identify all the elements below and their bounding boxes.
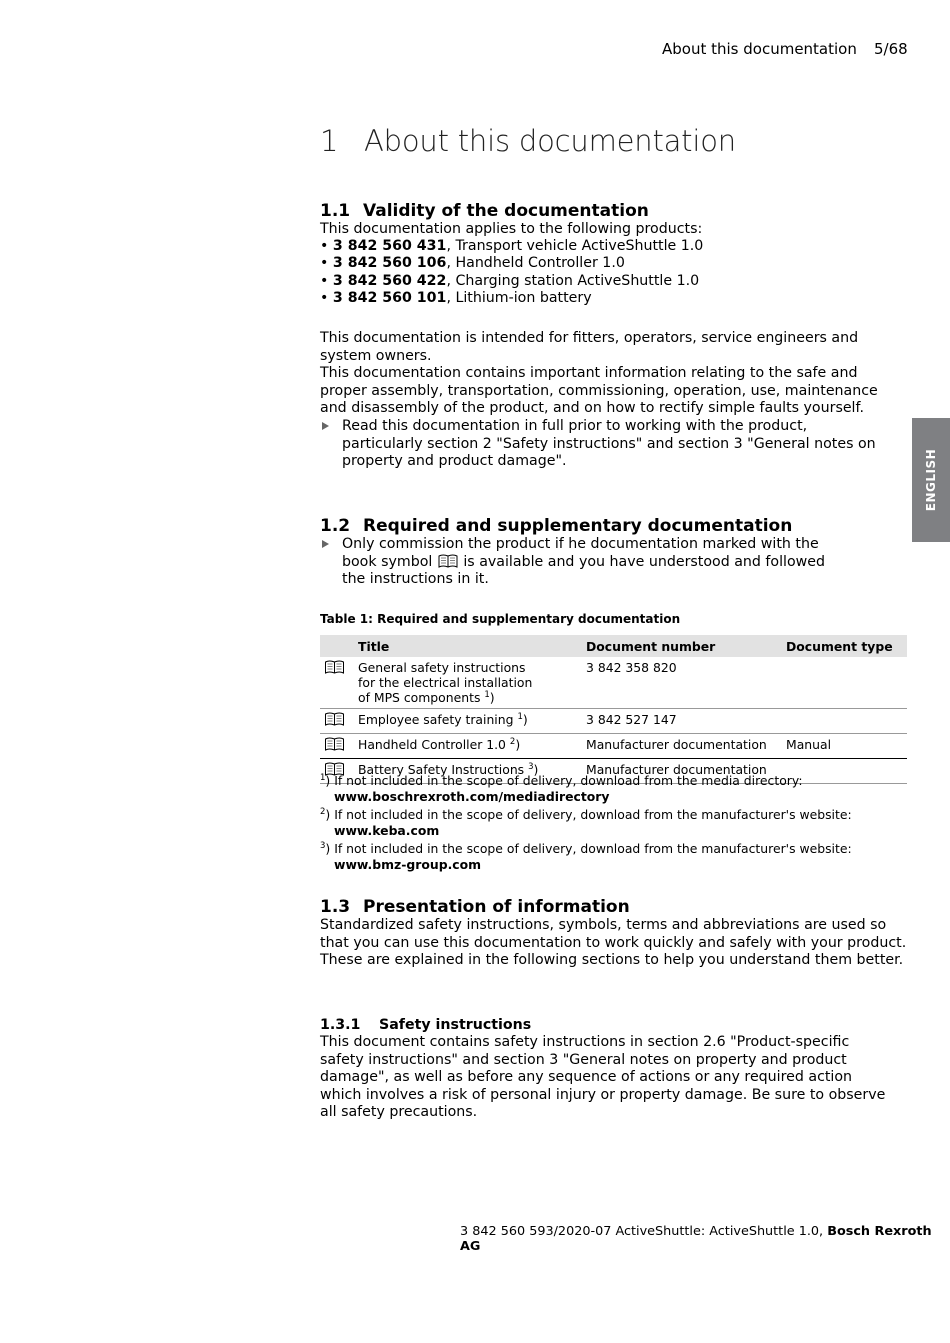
validity-intro: This documentation applies to the following products:	[320, 221, 703, 237]
footnote-ref: 3	[528, 762, 534, 772]
language-tab	[912, 418, 950, 542]
presentation-paragraph: Standardized safety instructions, symbols, terms and abbreviations are used so that you can use this documentation to work quickly and safely with your product. These are explained in the following sections to help you understand them better.	[320, 917, 907, 968]
section-title: Presentation of information	[363, 897, 630, 917]
product-name: , Charging station ActiveShuttle 1.0	[446, 272, 700, 289]
table-caption: Table 1: Required and supplementary documentation	[320, 612, 681, 626]
footnote-url: www.keba.com	[334, 823, 440, 838]
product-code: 3 842 560 422	[332, 272, 447, 289]
book-icon	[324, 660, 345, 675]
footnote-mark: 1	[320, 773, 326, 783]
table-header-row	[320, 635, 907, 657]
footnote-text: ) If not included in the scope of delivery, download from the manufacturer's website:	[325, 807, 852, 822]
footnote-ref: 1	[484, 690, 490, 700]
product-code: 3 842 560 431	[332, 238, 447, 254]
table-cell-doc-number: Manufacturer documentation	[582, 759, 782, 784]
footnote-ref-paren: )	[522, 712, 528, 727]
book-icon	[438, 554, 458, 569]
chapter-title	[320, 124, 736, 158]
table-header-doc-type: Document type	[782, 635, 907, 657]
section-number: 1.1	[320, 201, 351, 221]
doc-title: Battery Safety Instructions	[358, 762, 525, 777]
table-cell-icon	[320, 657, 354, 709]
section-number: 1.2	[320, 516, 351, 536]
footnote-text: ) If not included in the scope of delivery, download from the media directory:	[325, 773, 803, 788]
footnote-ref-paren: )	[533, 762, 539, 777]
section-title: Validity of the documentation	[363, 201, 649, 221]
product-name: , Handheld Controller 1.0	[446, 255, 625, 272]
product-item	[320, 273, 703, 290]
doc-title: General safety instructions for the electrical installation of MPS components	[358, 660, 533, 705]
language-tab-label: ENGLISH	[924, 448, 938, 512]
footnote-url: www.bmz-group.com	[334, 857, 482, 872]
footer-company: Bosch Rexroth AG	[460, 1224, 932, 1254]
step-text-part2: is available and you have understood and followed the instructions in it.	[342, 553, 826, 587]
section-heading-1-2	[320, 516, 792, 536]
table-cell-doc-number: 3 842 358 820	[582, 657, 782, 709]
product-code: 3 842 560 101	[332, 290, 447, 307]
action-step	[320, 536, 840, 589]
footnote	[320, 773, 803, 805]
subsection-number: 1.3.1	[320, 1017, 361, 1033]
subsection-heading-1-3-1	[320, 1017, 531, 1033]
table-cell-doc-number: Manufacturer documentation	[582, 734, 782, 759]
product-name: , Lithium-ion battery	[446, 290, 592, 307]
doc-title: Handheld Controller 1.0	[358, 737, 506, 752]
table-cell-title	[354, 734, 582, 759]
table-row	[320, 709, 907, 734]
footnote-ref: 2	[509, 737, 516, 747]
step-text	[342, 536, 840, 589]
footnote-ref-paren: )	[515, 737, 521, 752]
footer-doc-ref: 3 842 560 593/2020-07 ActiveShuttle: ActiveShuttle 1.0,	[460, 1224, 828, 1239]
step-text: Read this documentation in full prior to working with the product, particularly section 2 "Safety instructions" and section 3 "General notes on property and product damage".	[342, 418, 876, 469]
safety-paragraph: This document contains safety instructions in section 2.6 "Product-specific safety instructions" and section 3 "General notes on property and product damage", as well as before any sequence of actions or any required action which involves a risk of personal injury or property damage. Be sure to observe all safety precautions.	[320, 1034, 886, 1120]
footnote	[320, 807, 852, 839]
book-icon	[324, 712, 345, 727]
table-row	[320, 657, 907, 709]
step-arrow-icon	[322, 540, 329, 548]
doc-title: Employee safety training	[358, 712, 514, 727]
book-icon	[324, 737, 345, 752]
section-heading-1-1	[320, 201, 649, 221]
footnote-url: www.boschrexroth.com/mediadirectory	[334, 789, 610, 804]
product-item	[320, 290, 703, 307]
content-paragraph: This documentation contains important information relating to the safe and proper assembly, transportation, commissioning, operation, use, maintenance and disassembly of the product, and on how to rectify simple faults yourself.	[320, 365, 878, 416]
table-header-title: Title	[354, 635, 582, 657]
table-header-doc-number: Document number	[582, 635, 782, 657]
footnote-ref-paren: )	[489, 690, 495, 705]
table-row	[320, 734, 907, 759]
page-footer	[460, 1224, 950, 1254]
footnote-mark: 2	[320, 807, 326, 817]
running-header-title: About this documentation	[662, 40, 857, 58]
section-heading-1-3	[320, 897, 630, 917]
footnote	[320, 841, 852, 873]
product-item	[320, 238, 703, 255]
table-cell-title	[354, 709, 582, 734]
table-cell-icon	[320, 734, 354, 759]
documentation-table	[320, 635, 907, 784]
action-step	[320, 418, 890, 471]
chapter-title-text: About this documentation	[364, 124, 736, 158]
table-cell-doc-type	[782, 657, 907, 709]
subsection-title: Safety instructions	[379, 1017, 532, 1033]
footnote-mark: 3	[320, 841, 326, 851]
audience-paragraph: This documentation is intended for fitters, operators, service engineers and system owners.	[320, 330, 859, 364]
step-arrow-icon	[322, 422, 329, 430]
table-cell-icon	[320, 709, 354, 734]
footnote-ref: 1	[517, 712, 523, 722]
section-title: Required and supplementary documentation	[363, 516, 793, 536]
table-cell-doc-type	[782, 709, 907, 734]
table-cell-title	[354, 657, 582, 709]
product-name: , Transport vehicle ActiveShuttle 1.0	[446, 238, 704, 254]
footnote-text: ) If not included in the scope of delivery, download from the manufacturer's website:	[325, 841, 852, 856]
product-item	[320, 255, 703, 272]
table-cell-doc-type: Manual	[782, 734, 907, 759]
table-cell-doc-number: 3 842 527 147	[582, 709, 782, 734]
product-code: 3 842 560 106	[332, 255, 447, 272]
step-text-part1: Only commission the product if he documentation marked with the book symbol	[342, 536, 819, 570]
section-number: 1.3	[320, 897, 351, 917]
chapter-number: 1	[320, 124, 339, 158]
product-list	[320, 238, 703, 308]
table-header-icon-col	[320, 635, 354, 657]
page-number: 5/68	[874, 40, 908, 58]
